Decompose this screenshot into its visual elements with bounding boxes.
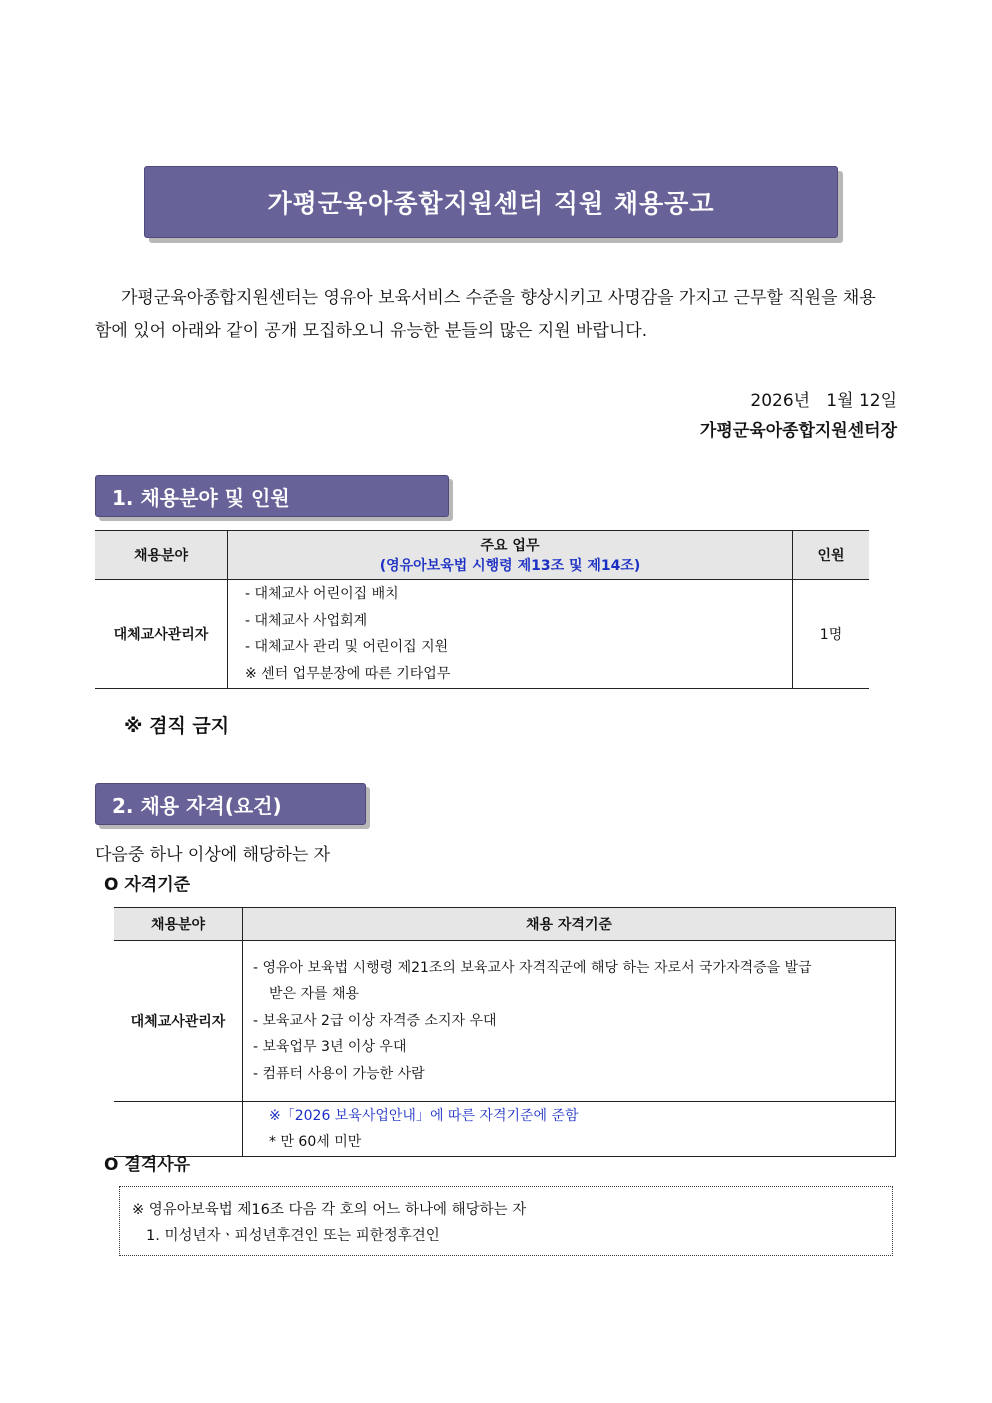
criteria-item: - 보육업무 3년 이상 우대 [253, 1039, 407, 1056]
eligibility-lead: 다음중 하나 이상에 해당하는 자 [95, 845, 331, 865]
table-header-row [95, 531, 869, 580]
row-field: 대체교사관리자 [95, 580, 228, 689]
notice-date: 2026년 1월 12일 [750, 391, 897, 411]
criteria-subheading: O 자격기준 [104, 875, 191, 895]
header-field: 채용분야 [95, 531, 228, 580]
disqualification-item: 1. 미성년자ㆍ피성년후견인 또는 피한정후견인 [146, 1228, 440, 1244]
empty-cell [114, 1102, 243, 1157]
criteria-item: - 컴퓨터 사용이 가능한 사람 [253, 1065, 425, 1082]
signer: 가평군육아종합지원센터장 [699, 421, 897, 441]
table-row [114, 1102, 896, 1157]
table-row [114, 941, 896, 1102]
duty-item: - 대체교사 어린이집 배치 [245, 586, 399, 602]
header-duty [228, 531, 793, 580]
header-criteria: 채용 자격기준 [243, 908, 896, 941]
criteria-note: ※「2026 보육사업안내」에 따른 자격기준에 준함 [269, 1108, 579, 1124]
duty-item: ※ 센터 업무분장에 따른 기타업무 [245, 665, 451, 682]
header-duty-label: 주요 업무 [480, 538, 540, 554]
recruitment-table [95, 530, 869, 689]
row-duties [228, 580, 793, 689]
disqualification-box [119, 1186, 893, 1256]
row-field: 대체교사관리자 [114, 941, 243, 1102]
intro-paragraph [95, 282, 897, 348]
duty-item: - 대체교사 관리 및 어린이집 지원 [245, 639, 449, 655]
criteria-table [114, 907, 896, 1157]
criteria-note: * 만 60세 미만 [269, 1134, 362, 1150]
intro-line-2: 함에 있어 아래와 같이 공개 모집하오니 유능한 분들의 많은 지원 바랍니다. [95, 321, 648, 341]
criteria-notes [243, 1102, 896, 1157]
intro-line-1: 가평군육아종합지원센터는 영유아 보육서비스 수준을 향상시키고 사명감을 가지고 근무할 직원을 채용 [121, 288, 876, 308]
section-2-heading: 2. 채용 자격(요건) [95, 783, 366, 825]
header-count: 인원 [793, 531, 870, 580]
disqualification-intro: ※ 영유아보육법 제16조 다음 각 호의 어느 하나에 해당하는 자 [132, 1202, 527, 1218]
section-1-heading: 1. 채용분야 및 인원 [95, 475, 449, 517]
row-criteria [243, 941, 896, 1102]
table-row [95, 580, 869, 689]
duty-item: - 대체교사 사업회계 [245, 612, 368, 629]
table-header-row [114, 908, 896, 941]
criteria-item: - 영유아 보육법 시행령 제21조의 보육교사 자격직군에 해당 하는 자로서 국가자격증을 발급 [253, 959, 812, 976]
disqualification-subheading: O 결격사유 [104, 1155, 191, 1175]
no-side-job-note: ※ 겸직 금지 [124, 715, 230, 737]
header-duty-subtitle: (영유아보육법 시행령 제13조 및 제14조) [379, 558, 641, 574]
page-title: 가평군육아종합지원센터 직원 채용공고 [144, 166, 838, 238]
criteria-item-continued: 받은 자를 채용 [269, 986, 360, 1003]
header-field: 채용분야 [114, 908, 243, 941]
row-count: 1명 [793, 580, 870, 689]
criteria-item: - 보육교사 2급 이상 자격증 소지자 우대 [253, 1012, 497, 1029]
